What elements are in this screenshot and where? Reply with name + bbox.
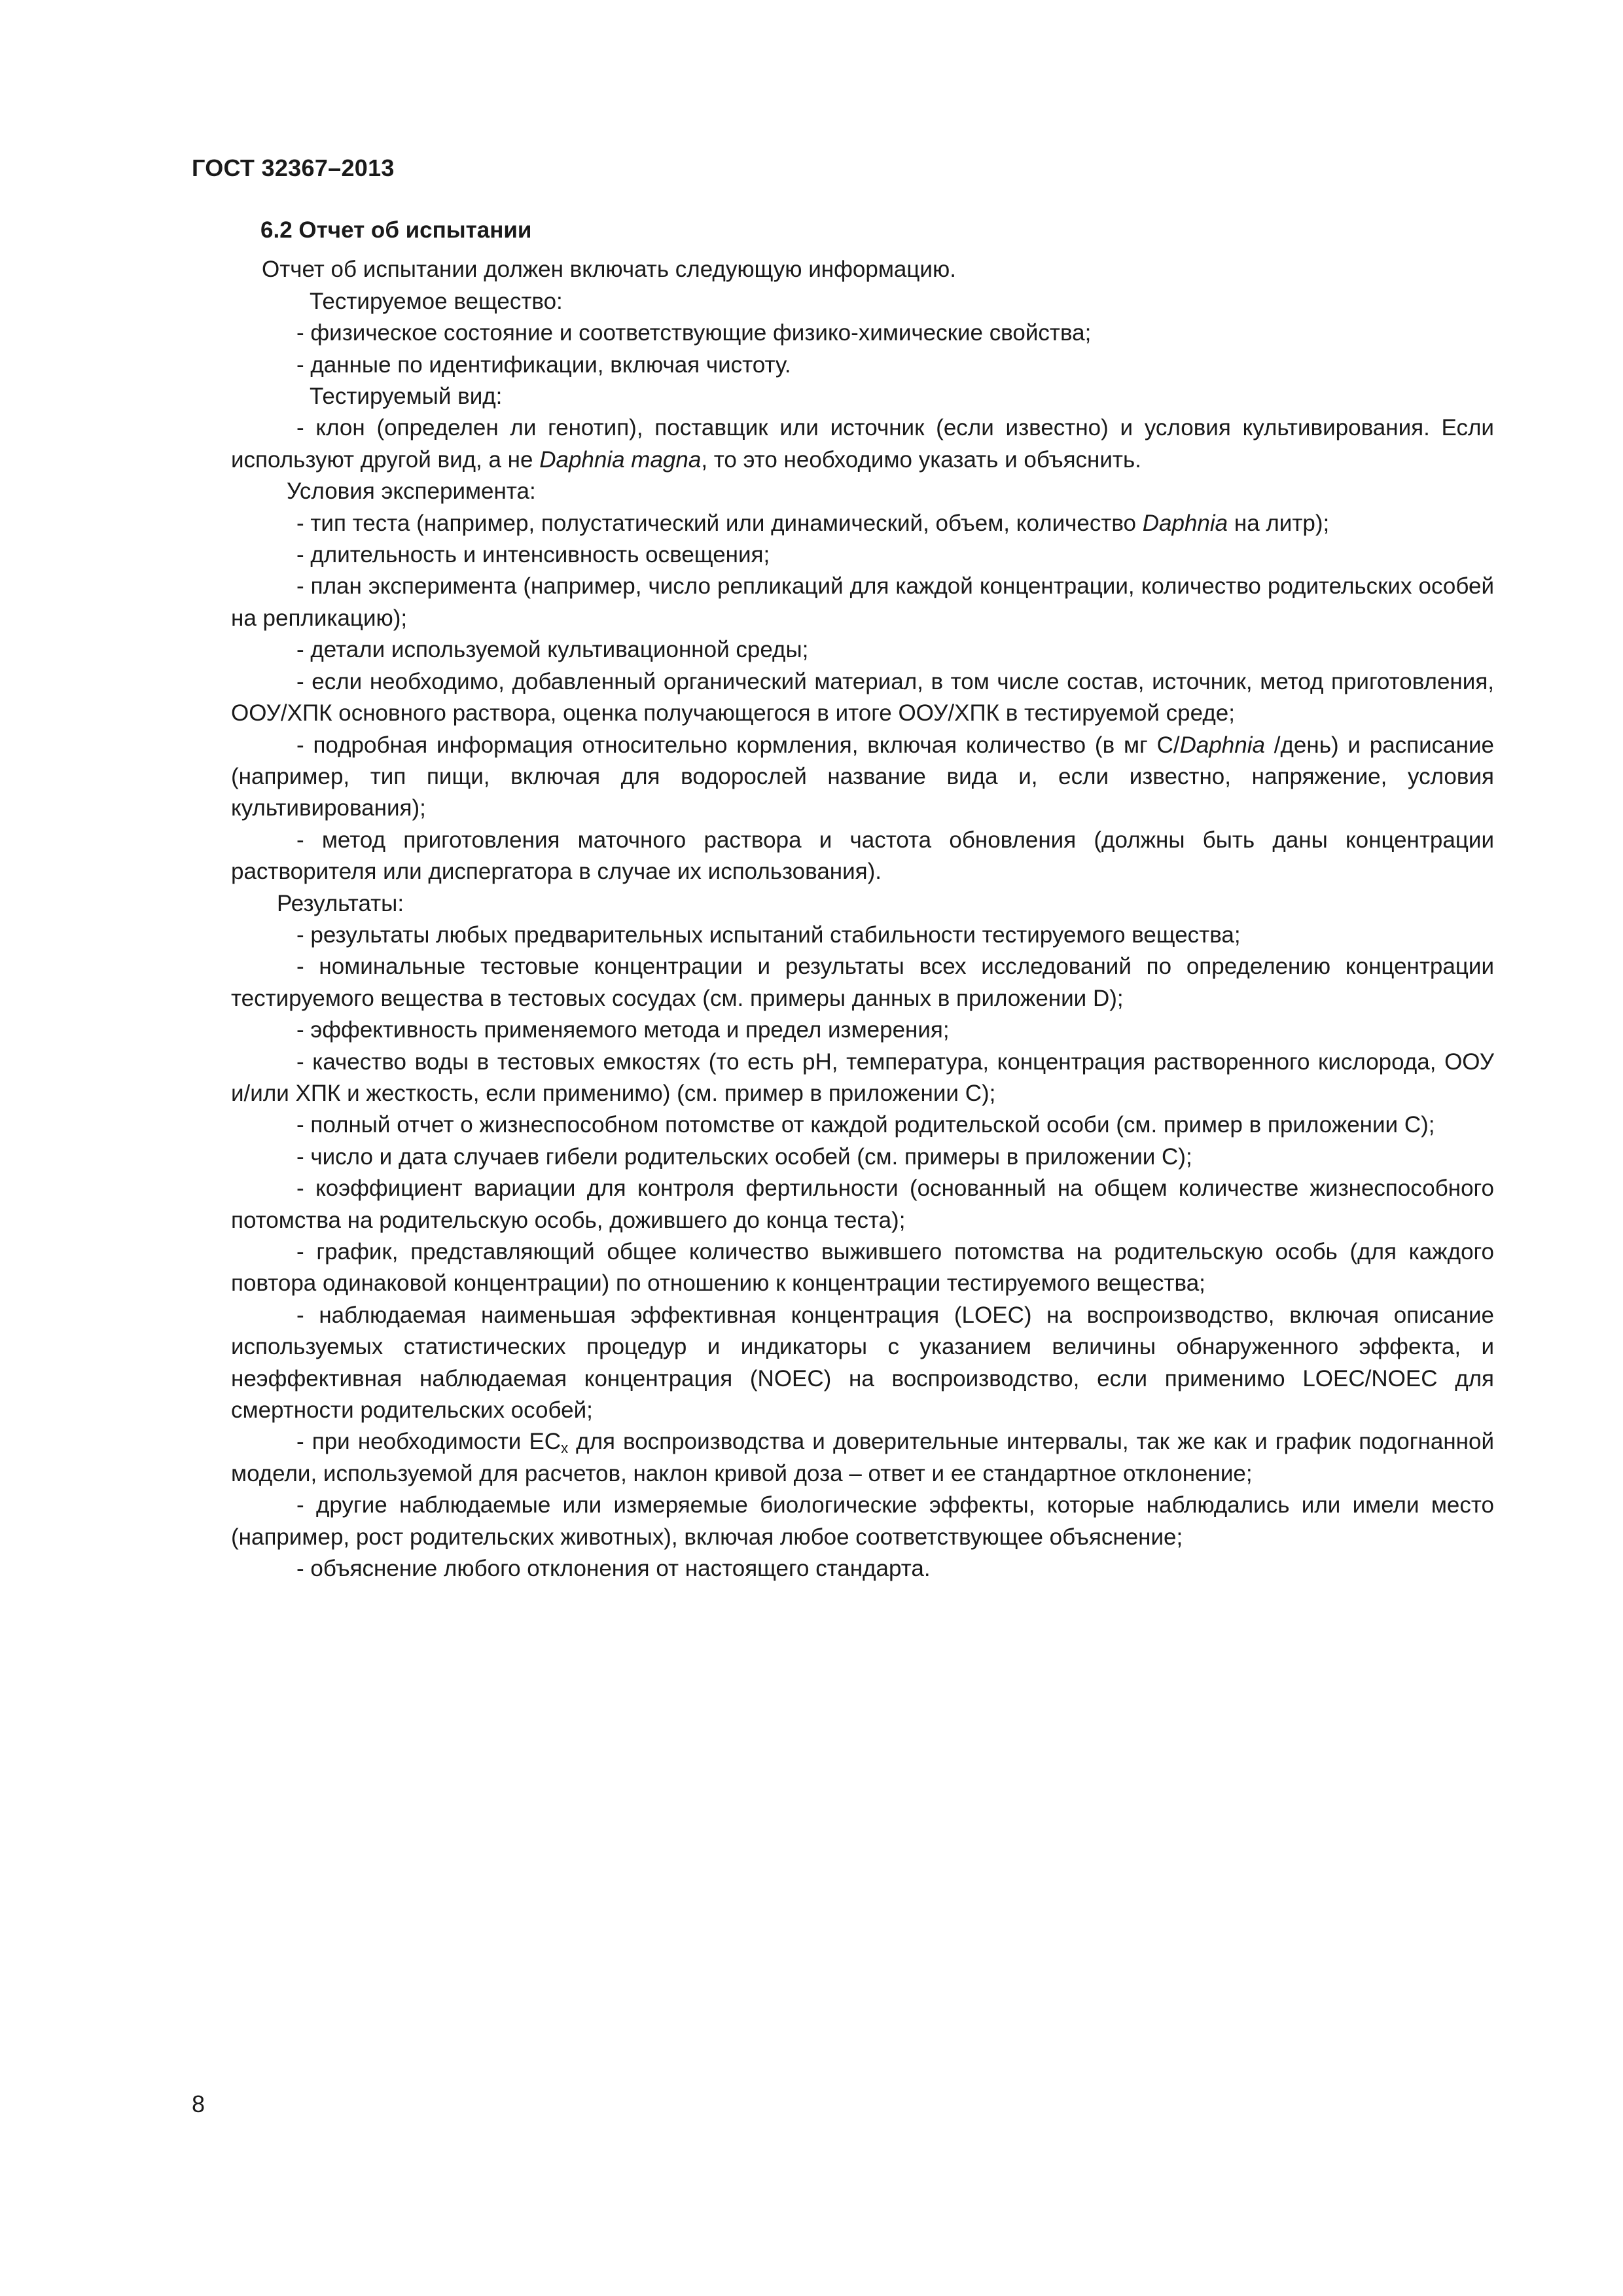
subscript-x: x <box>561 1440 569 1457</box>
list-item: - метод приготовления маточного раствора и частота обновления (должны быть даны концентрации растворителя или диспергатора в случае их использования). <box>231 827 1494 885</box>
species-name: Daphnia magna <box>539 446 702 473</box>
list-item: - качество воды в тестовых емкостях (то есть рН, температура, концентрация растворенного кислорода, ООУ и/или ХПК и жесткость, если применимо) (см. пример в приложении С); <box>231 1049 1494 1106</box>
list-item: - результаты любых предварительных испытаний стабильности тестируемого вещества; <box>296 922 1241 948</box>
item-text: - тип теста (например, полустатический или динамический, объем, количество <box>296 510 1143 536</box>
item-text: - клон (определен ли генотип), поставщик или источник (если известно) и условия культивирования. Если используют другой вид, а не <box>231 415 1494 473</box>
document-body <box>231 215 1494 1585</box>
list-item: - эффективность применяемого метода и предел измерения; <box>296 1017 950 1043</box>
list-item: - объяснение любого отклонения от настоящего стандарта. <box>296 1556 931 1582</box>
list-item <box>231 412 1494 476</box>
group-label-results: Результаты: <box>277 890 404 916</box>
list-item: - план эксперимента (например, число репликаций для каждой концентрации, количество родительских особей на репликацию); <box>231 573 1494 631</box>
item-text: , то это необходимо указать и объяснить. <box>701 446 1141 473</box>
item-text: - подробная информация относительно кормления, включая количество (в мг С/ <box>296 732 1180 758</box>
list-item: - другие наблюдаемые или измеряемые биологические эффекты, которые наблюдались или имели место (например, рост родительских животных), включая любое соответствующее объяснение; <box>231 1492 1494 1550</box>
list-item: - данные по идентификации, включая чистоту. <box>296 351 791 378</box>
list-item: - наблюдаемая наименьшая эффективная концентрация (LOEC) на воспроизводство, включая описание используемых статистических процедур и индикаторы с указанием величины обнаруженного эффекта, и неэффективная наблюдаемая концентрация (NOEC) на воспроизводство, если применимо LOEC/NOEC для смертности родительских особей; <box>231 1302 1494 1424</box>
list-item: - длительность и интенсивность освещения; <box>296 542 770 568</box>
list-item: - номинальные тестовые концентрации и результаты всех исследований по определению концентрации тестируемого вещества в тестовых сосудах (см. примеры данных в приложении D); <box>231 954 1494 1011</box>
list-item: - число и дата случаев гибели родительских особей (см. примеры в приложении С); <box>296 1143 1192 1170</box>
item-text: - при необходимости EC <box>296 1429 562 1455</box>
list-item <box>231 730 1494 825</box>
list-item: - детали используемой культивационной среды; <box>296 637 809 663</box>
group-label-conditions: Условия эксперимента: <box>287 478 536 505</box>
page-number: 8 <box>192 2090 205 2117</box>
group-label-species: Тестируемый вид: <box>310 384 503 410</box>
group-label-substance: Тестируемое вещество: <box>310 288 563 314</box>
document-code: ГОСТ 32367–2013 <box>192 154 395 181</box>
species-name: Daphnia <box>1142 510 1228 536</box>
list-item: - график, представляющий общее количество выжившего потомства на родительскую особь (для каждого повтора одинаковой концентрации) по отношению к концентрации тестируемого вещества; <box>231 1239 1494 1297</box>
item-text: для воспроизводства и доверительные интервалы, так же как и график подогнанной модели, используемой для расчетов, наклон кривой доза – ответ и ее стандартное отклонение; <box>231 1429 1494 1486</box>
list-item <box>231 508 1494 539</box>
list-item: - коэффициент вариации для контроля фертильности (основанный на общем количестве жизнеспособного потомства на родительскую особь, дожившего до конца теста); <box>231 1175 1494 1233</box>
species-name: Daphnia <box>1179 732 1265 758</box>
item-text: /день) и расписание (например, тип пищи, включая для водорослей название вида и, если известно, напряжение, условия культивирования); <box>231 732 1494 821</box>
list-item: - физическое состояние и соответствующие физико-химические свойства; <box>296 320 1092 346</box>
list-item: - полный отчет о жизнеспособном потомстве от каждой родительской особи (см. пример в приложении С); <box>296 1112 1435 1138</box>
list-item <box>231 1426 1494 1490</box>
item-text: на литр); <box>1228 510 1330 536</box>
section-intro: Отчет об испытании должен включать следующую информацию. <box>262 257 956 283</box>
list-item: - если необходимо, добавленный органический материал, в том числе состав, источник, метод приготовления, ООУ/ХПК основного раствора, оценка получающегося в итоге ООУ/ХПК в тестируемой среде; <box>231 668 1494 726</box>
section-title: 6.2 Отчет об испытании <box>260 217 532 243</box>
